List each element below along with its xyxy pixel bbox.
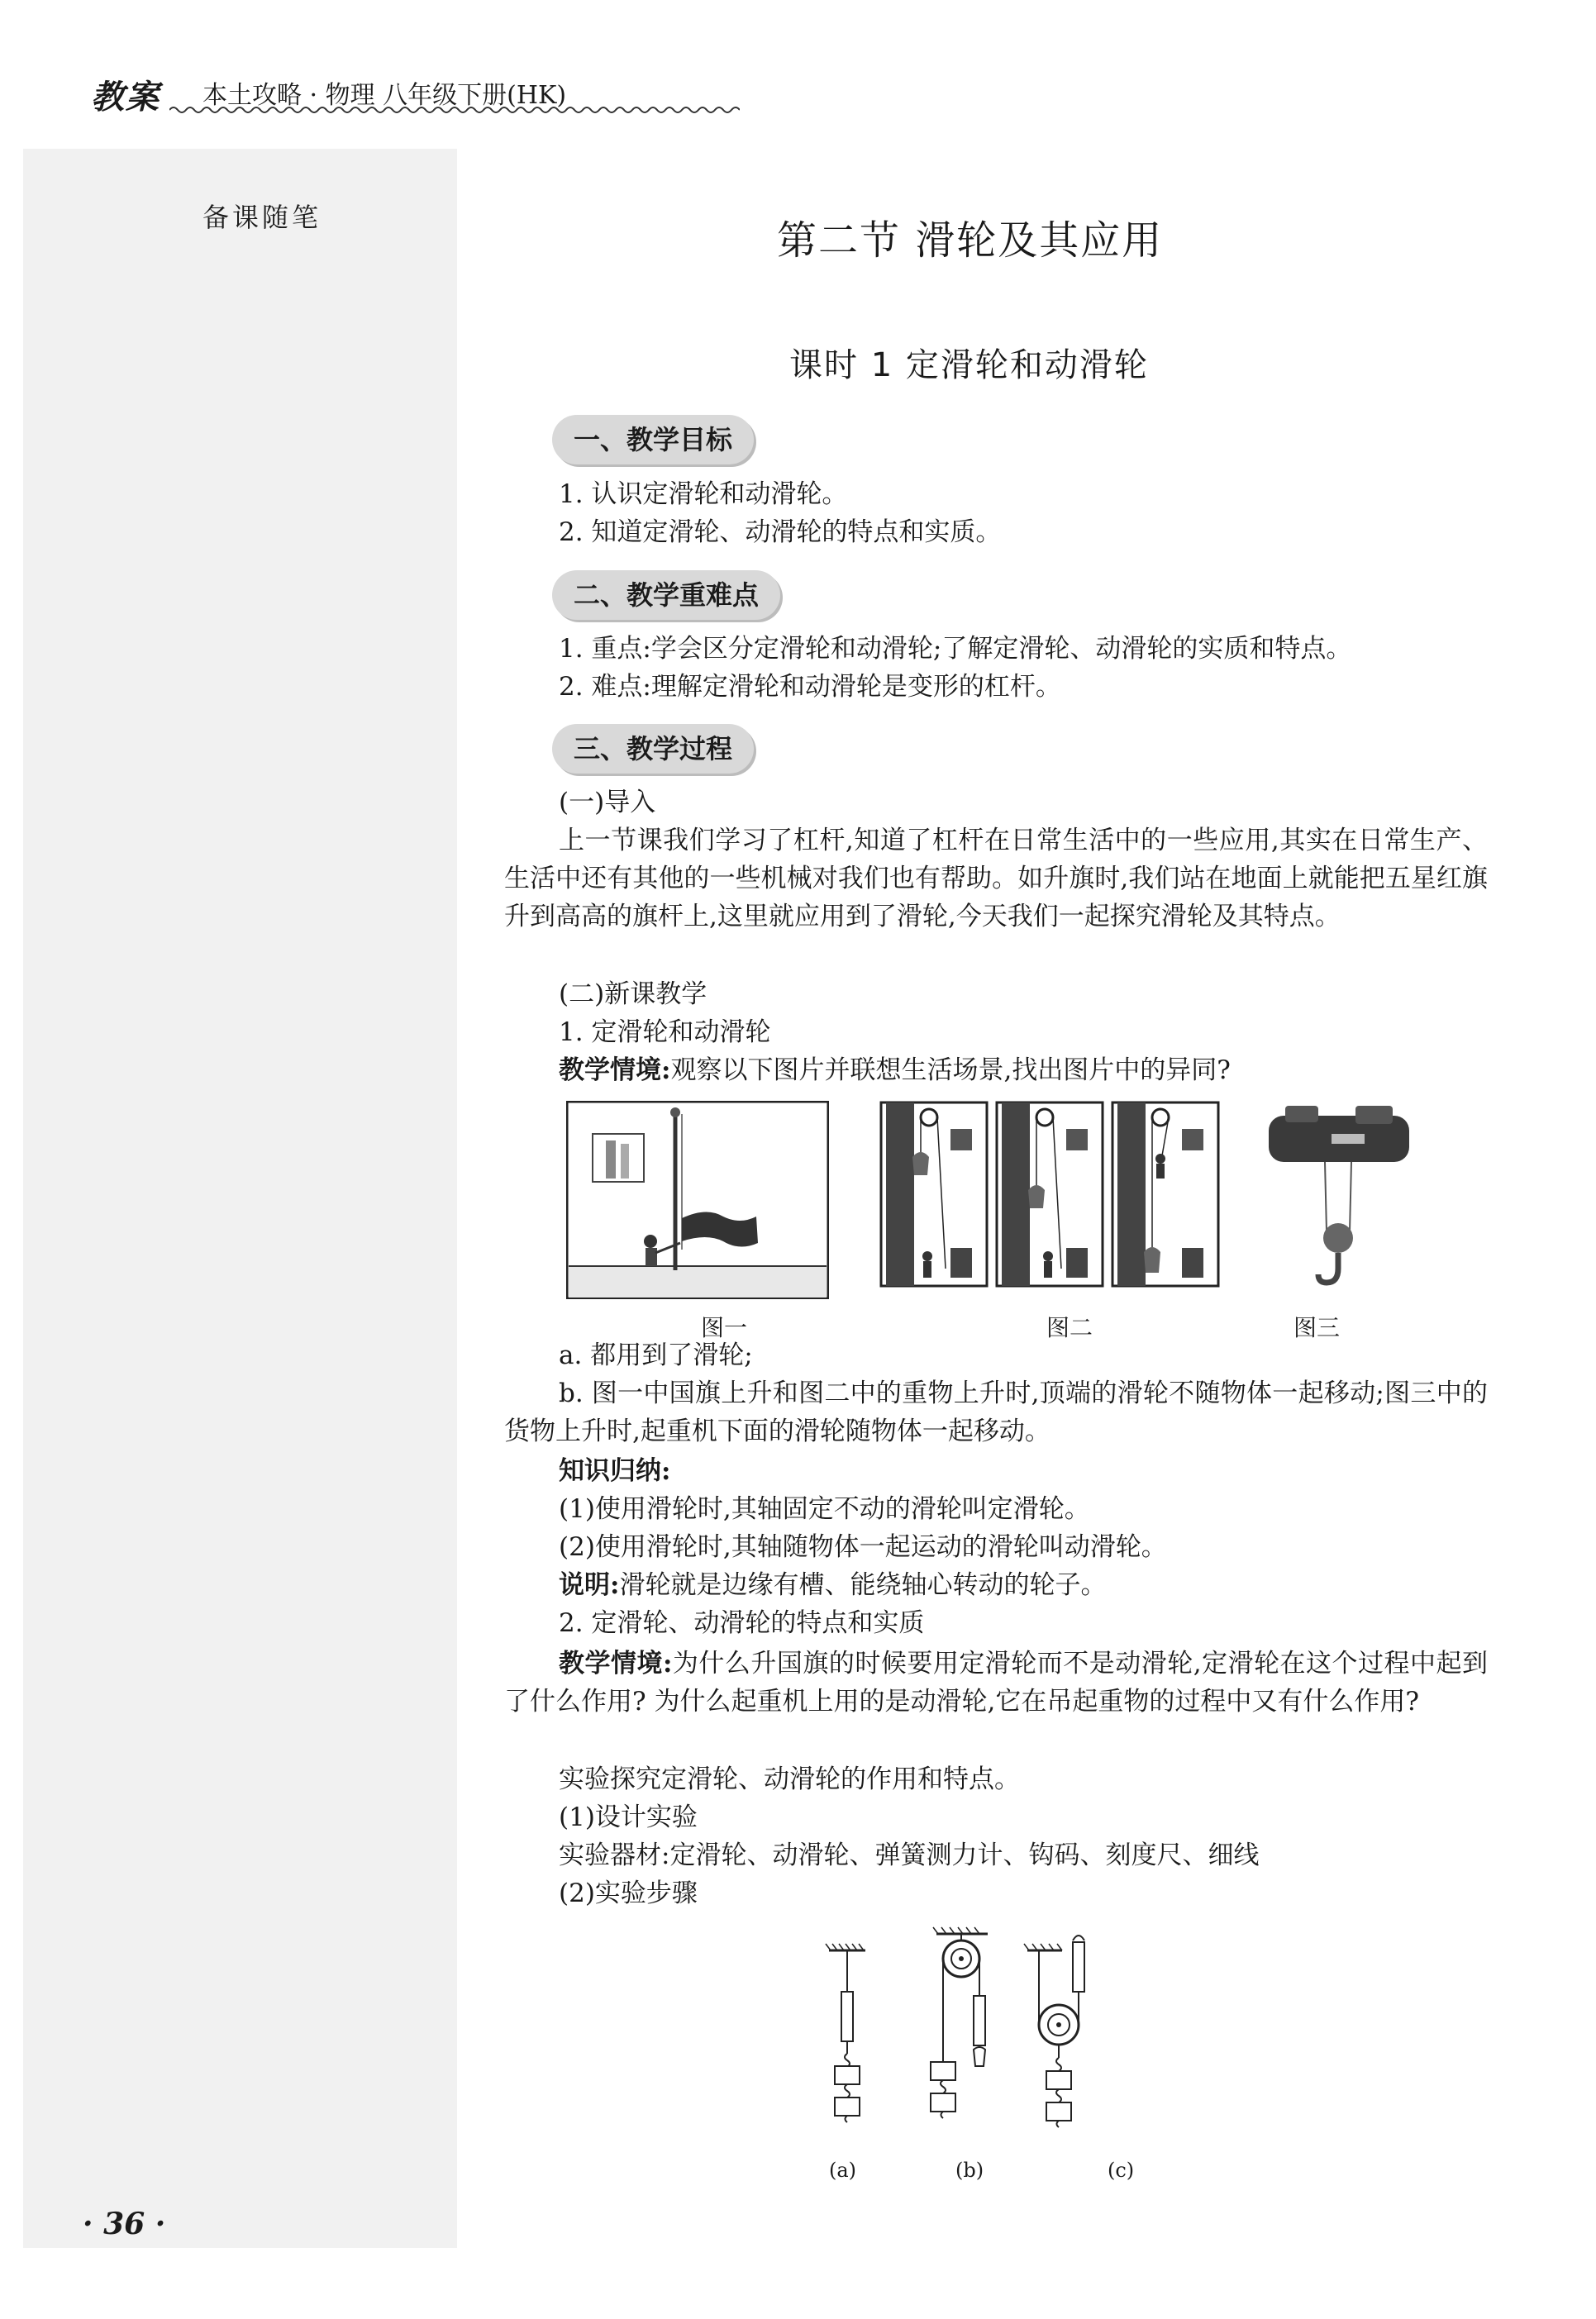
figure-1-caption: 图一 <box>701 1314 748 1341</box>
figure-3-caption: 图三 <box>1293 1314 1341 1341</box>
diagram-b-caption: (b) <box>955 2159 984 2182</box>
scenario-1 <box>559 1051 1542 1089</box>
topic-1: 1. 定滑轮和动滑轮 <box>559 1017 771 1047</box>
lesson-title: 课时 1 定滑轮和动滑轮 <box>789 346 1149 384</box>
goal-item-1: 1. 认识定滑轮和动滑轮。 <box>559 479 848 509</box>
figure-2-pulley-lifting <box>878 1099 1225 1291</box>
process-heading: 三、教学过程 <box>552 724 754 774</box>
new-lesson-label: (二)新课教学 <box>559 979 707 1009</box>
materials: 实验器材:定滑轮、动滑轮、弹簧测力计、钩码、刻度尺、细线 <box>559 1840 1260 1870</box>
diagram-a-spring-scale <box>826 1944 865 2122</box>
note <box>559 1566 1542 1604</box>
goal-item-2: 2. 知道定滑轮、动滑轮的特点和实质。 <box>559 517 1002 547</box>
intro-paragraph: 上一节课我们学习了杠杆,知道了杠杆在日常生活中的一些应用,其实在日常生产、生活中还有其他的一些机械对我们也有帮助。如升旗时,我们站在地面上就能把五星红旗升到高高的旗杆上,这里就应用到了滑轮,今天我们一起探究滑轮及其特点。 <box>504 826 1488 931</box>
summary-1: (1)使用滑轮时,其轴固定不动的滑轮叫定滑轮。 <box>559 1494 1090 1524</box>
scenario-1-label: 教学情境: <box>559 1055 671 1085</box>
experiment-diagrams <box>814 1926 1161 2174</box>
topic-2: 2. 定滑轮、动滑轮的特点和实质 <box>559 1608 925 1638</box>
summary-2: (2)使用滑轮时,其轴随物体一起运动的滑轮叫动滑轮。 <box>559 1532 1167 1562</box>
goals-heading: 一、教学目标 <box>552 415 754 464</box>
key-point-1: 1. 重点:学会区分定滑轮和动滑轮;了解定滑轮、动滑轮的实质和特点。 <box>559 634 1352 664</box>
key-points-heading: 二、教学重难点 <box>552 570 780 620</box>
note-label: 说明: <box>559 1570 620 1600</box>
answer-b: b. 图一中国旗上升和图二中的重物上升时,顶端的滑轮不随物体一起移动;图三中的货物上升时,起重机下面的滑轮随物体一起移动。 <box>504 1379 1488 1446</box>
header-series: 本土攻略 · 物理 八年级下册(HK) <box>202 81 567 110</box>
diagram-b-fixed-pulley <box>931 1927 988 2118</box>
answer-a: a. 都用到了滑轮; <box>559 1340 753 1370</box>
diagram-c-caption: (c) <box>1108 2159 1135 2182</box>
header-brand: 教案 <box>91 79 160 117</box>
notes-label: 备课随笔 <box>202 202 322 233</box>
intro-label: (一)导入 <box>559 788 656 817</box>
scenario-2-label: 教学情境: <box>559 1649 673 1679</box>
diagram-a-caption: (a) <box>829 2159 857 2182</box>
figure-3-crane-hoist <box>1260 1099 1417 1298</box>
scenario-2-text: 为什么升国旗的时候要用定滑轮而不是动滑轮,定滑轮在这个过程中起到了什么作用? 为什么起重机上用的是动滑轮,它在吊起重物的过程中又有什么作用? <box>504 1649 1488 1717</box>
header-wave-underline <box>169 104 740 116</box>
steps-label: (2)实验步骤 <box>559 1879 698 1908</box>
scenario-2 <box>504 1645 1488 1721</box>
notes-margin <box>23 149 457 2248</box>
note-text: 滑轮就是边缘有槽、能绕轴心转动的轮子。 <box>619 1570 1107 1600</box>
design-label: (1)设计实验 <box>559 1802 698 1832</box>
scenario-1-text: 观察以下图片并联想生活场景,找出图片中的异同? <box>670 1055 1231 1085</box>
experiment-intro: 实验探究定滑轮、动滑轮的作用和特点。 <box>559 1764 1020 1794</box>
figure-2-caption: 图二 <box>1046 1314 1093 1341</box>
section-title: 第二节 滑轮及其应用 <box>777 217 1164 264</box>
summary-label: 知识归纳: <box>559 1456 671 1486</box>
key-point-2: 2. 难点:理解定滑轮和动滑轮是变形的杠杆。 <box>559 672 1061 702</box>
figure-1-flag-raising <box>566 1101 829 1299</box>
page-number: · 36 · <box>83 2207 166 2241</box>
diagram-c-movable-pulley <box>1024 1936 1084 2127</box>
